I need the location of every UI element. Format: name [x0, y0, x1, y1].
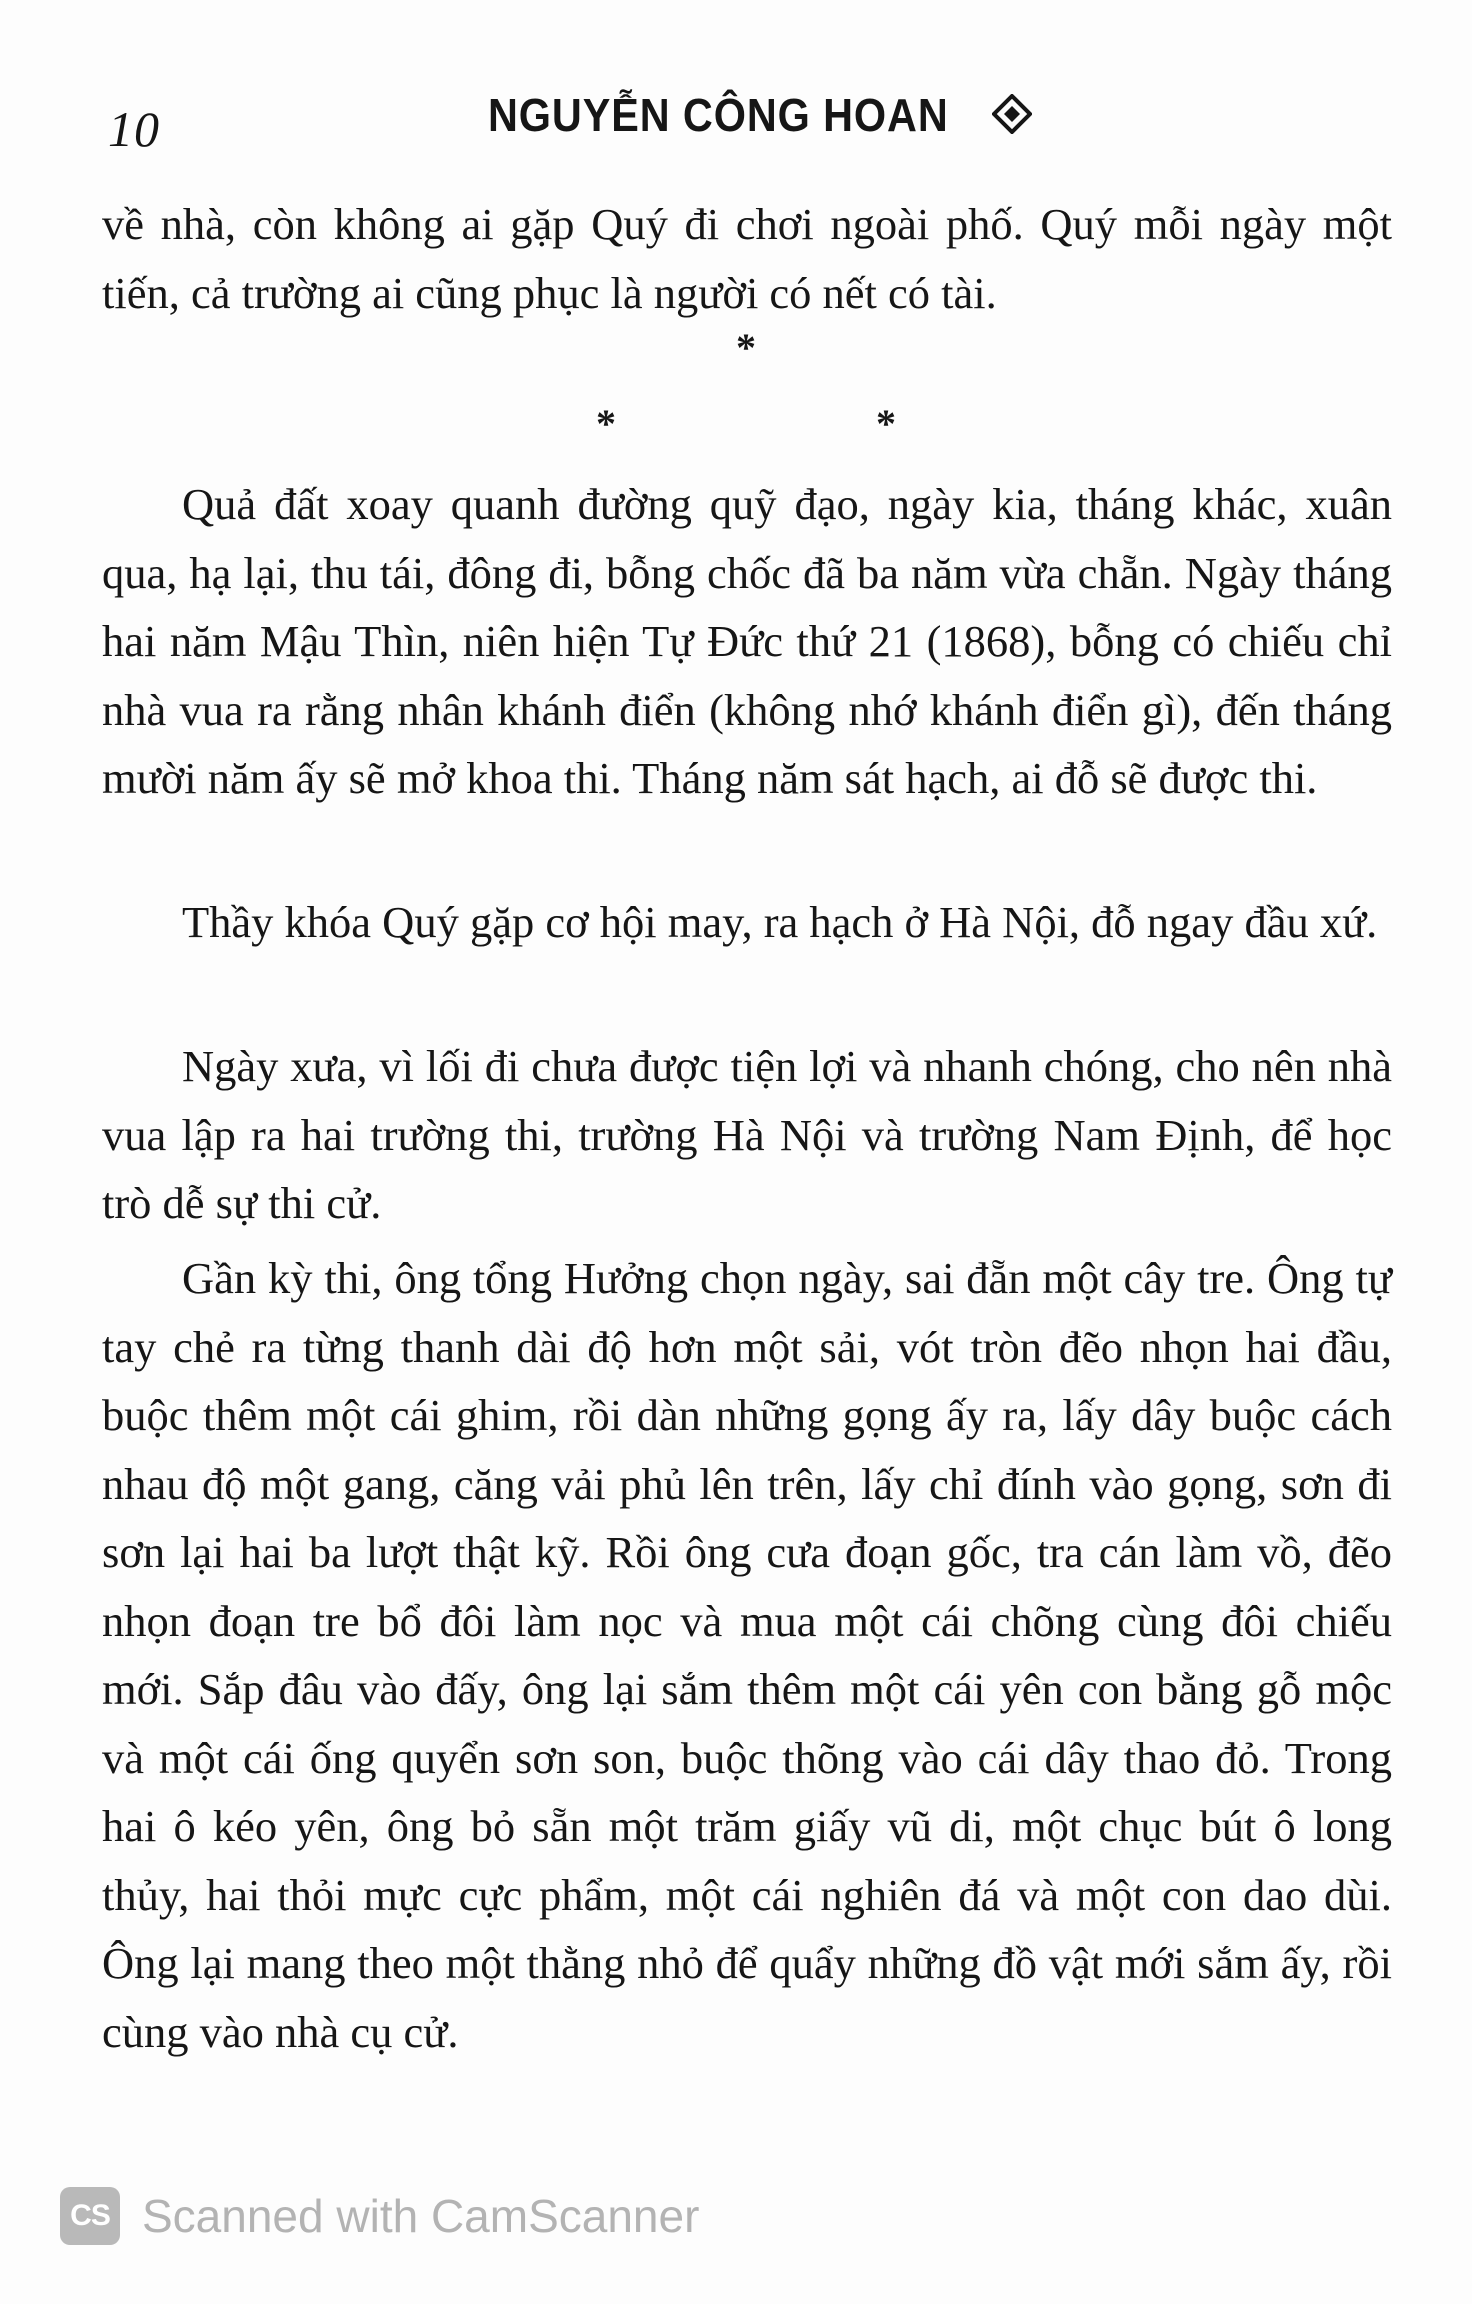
section-separator-star: * — [876, 401, 896, 446]
camscanner-logo-icon — [60, 2187, 120, 2245]
section-separator-star: * — [596, 401, 616, 446]
section-separator-star: * — [736, 325, 756, 370]
paragraph: Quả đất xoay quanh đường quỹ đạo, ngày kia, tháng khác, xuân qua, hạ lại, thu tái, đông đi, bỗng chốc đã ba năm vừa chẵn. Ngày tháng hai năm Mậu Thìn, niên hiện Tự Đức thứ 21 (1868), bỗng có chiếu chỉ nhà vua ra rằng nhân khánh điển (không nhớ khánh điển gì), đến tháng mười năm ấy sẽ mở khoa thi. Tháng năm sát hạch, ai đỗ sẽ được thi. — [102, 479, 1392, 803]
paragraph: Thầy khóa Quý gặp cơ hội may, ra hạch ở Hà Nội, đỗ ngay đầu xứ. — [182, 897, 1378, 947]
watermark-text: Scanned with CamScanner — [142, 2190, 700, 2242]
diamond-ornament-icon — [992, 94, 1032, 134]
page-number: 10 — [108, 101, 160, 157]
scanner-watermark — [60, 2186, 699, 2246]
paragraph: Gần kỳ thi, ông tổng Hưởng chọn ngày, sai đẵn một cây tre. Ông tự tay chẻ ra từng thanh dài độ hơn một sải, vót tròn đẽo nhọn hai đầu, buộc thêm một cái ghim, rồi dàn những gọng ấy ra, lấy dây buộc cách nhau độ một gang, căng vải phủ lên trên, lấy chỉ đính vào gọng, sơn đi sơn lại hai ba lượt thật kỹ. Rồi ông cưa đoạn gốc, tra cán làm vồ, đẽo nhọn đoạn tre bổ đôi làm nọc và mua một cái chõng cùng đôi chiếu mới. Sắp đâu vào đấy, ông lại sắm thêm một cái yên con bằng gỗ mộc và một cái ống quyển sơn son, buộc thõng vào cái dây thao đỏ. Trong hai ô kéo yên, ông bỏ sẵn một trăm giấy vũ di, một chục bút ô long thủy, hai thỏi mực cực phẩm, một cái nghiên đá và một con dao dùi. Ông lại mang theo một thằng nhỏ để quẩy những đồ vật mới sắm ấy, rồi cùng vào nhà cụ cử. — [102, 1253, 1392, 2057]
camscanner-logo-text: CS — [70, 2199, 110, 2232]
paragraph: Ngày xưa, vì lối đi chưa được tiện lợi và nhanh chóng, cho nên nhà vua lập ra hai trường thi, trường Hà Nội và trường Nam Định, để học trò dễ sự thi cử. — [102, 1041, 1392, 1228]
running-title: NGUYỄN CÔNG HOAN — [488, 89, 949, 141]
paragraph-continued: về nhà, còn không ai gặp Quý đi chơi ngoài phố. Quý mỗi ngày một tiến, cả trường ai cũng phục là người có nết có tài. — [102, 199, 1392, 318]
